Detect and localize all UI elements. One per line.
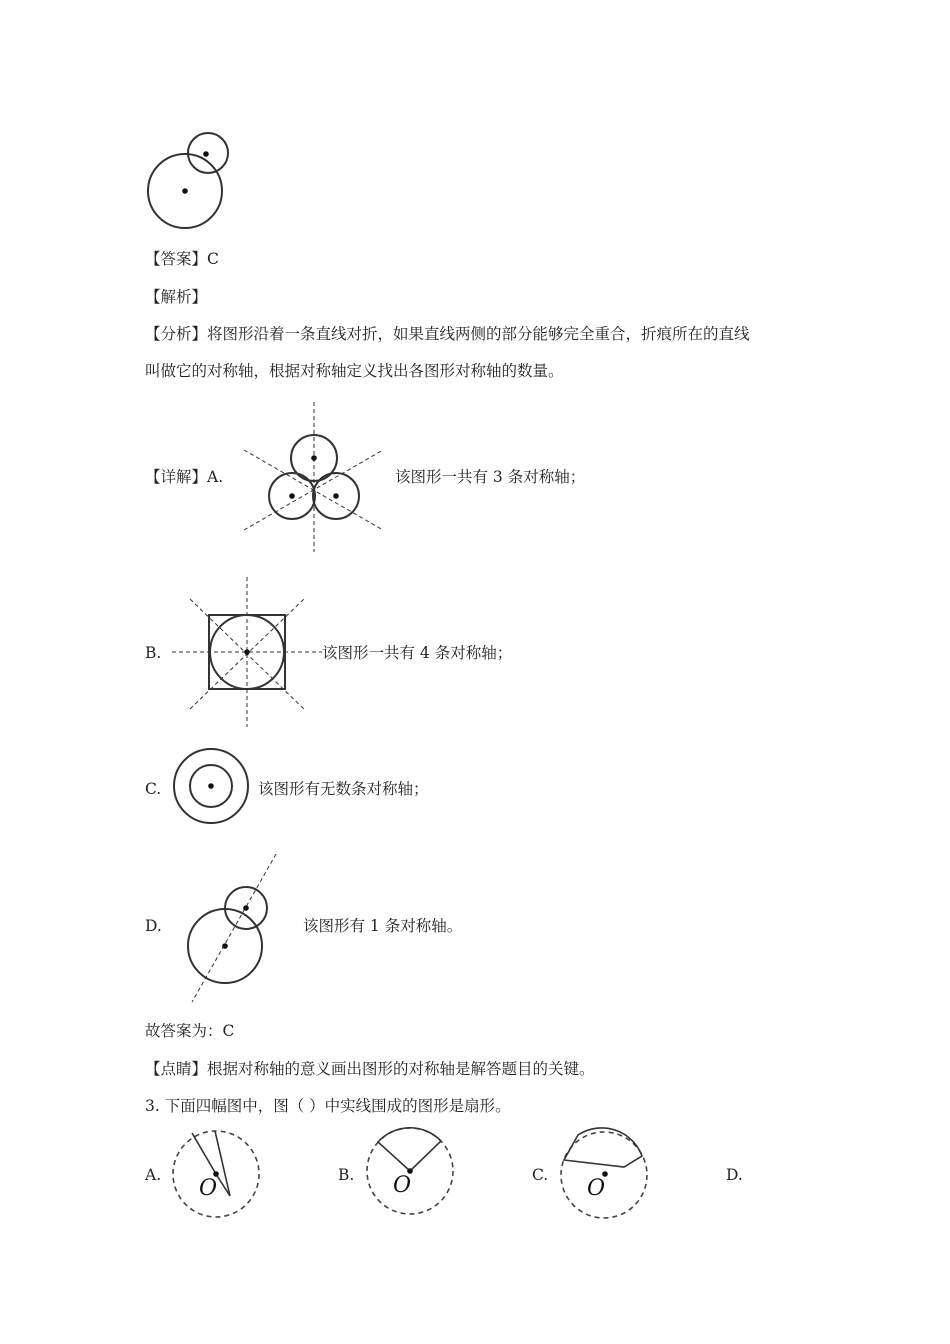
center-dot <box>244 649 250 655</box>
concentric-circles-figure <box>170 745 255 830</box>
question-3: 3. 下面四幅图中，图（ ）中实线围成的图形是扇形。 <box>145 1097 511 1115</box>
key-point: 【点睛】根据对称轴的意义画出图形的对称轴是解答题目的关键。 <box>145 1060 595 1078</box>
top-circle-center <box>311 455 317 461</box>
detail-c-label: C. <box>145 780 162 798</box>
detail-d-label: D. <box>145 917 162 935</box>
two-circles-figure <box>140 125 240 235</box>
q3-option-a-label: A. <box>145 1166 162 1184</box>
large-circle-center <box>222 943 228 949</box>
center-label: O <box>199 1176 218 1201</box>
answer-line <box>145 248 219 270</box>
analysis-title: 【解析】 <box>145 288 208 306</box>
q3-option-b-label: B. <box>338 1166 355 1184</box>
q3-option-d-label: D. <box>726 1166 743 1184</box>
analysis-line-1: 【分析】将图形沿着一条直线对折，如果直线两侧的部分能够完全重合，折痕所在的直线 <box>145 325 750 343</box>
center-label: O <box>393 1173 412 1198</box>
analysis-line-2: 叫做它的对称轴，根据对称轴定义找出各图形对称轴的数量。 <box>145 362 564 380</box>
center-label: O <box>587 1176 606 1201</box>
square-circle-figure <box>170 575 330 730</box>
large-circle-center <box>182 188 188 194</box>
small-circle-center <box>203 151 209 157</box>
center-dot <box>208 783 214 789</box>
two-circles-axis-figure <box>180 850 290 1005</box>
small-circle-center <box>243 905 249 911</box>
left-circle-center <box>289 493 295 499</box>
q3-figure-c <box>558 1129 653 1224</box>
three-circles-figure <box>240 400 390 555</box>
symmetry-axis <box>192 854 276 1002</box>
q3-option-c-label: C. <box>532 1166 549 1184</box>
detail-a-label: 【详解】A. <box>145 468 224 486</box>
answer-label: 【答案】 <box>145 250 208 268</box>
solid-sector <box>378 1128 441 1171</box>
solid-segment <box>564 1128 642 1167</box>
detail-a-text: 该图形一共有 3 条对称轴； <box>395 468 586 486</box>
right-circle-center <box>333 493 339 499</box>
q3-figure-a <box>170 1128 265 1223</box>
detail-b-label: B. <box>145 644 162 662</box>
answer-value: C <box>207 250 219 268</box>
q3-figure-b <box>365 1126 460 1221</box>
detail-b-text: 该图形一共有 4 条对称轴； <box>322 644 513 662</box>
detail-c-text: 该图形有无数条对称轴； <box>258 780 429 798</box>
conclusion: 故答案为：C <box>145 1022 235 1040</box>
detail-d-text: 该图形有 1 条对称轴。 <box>303 917 463 935</box>
